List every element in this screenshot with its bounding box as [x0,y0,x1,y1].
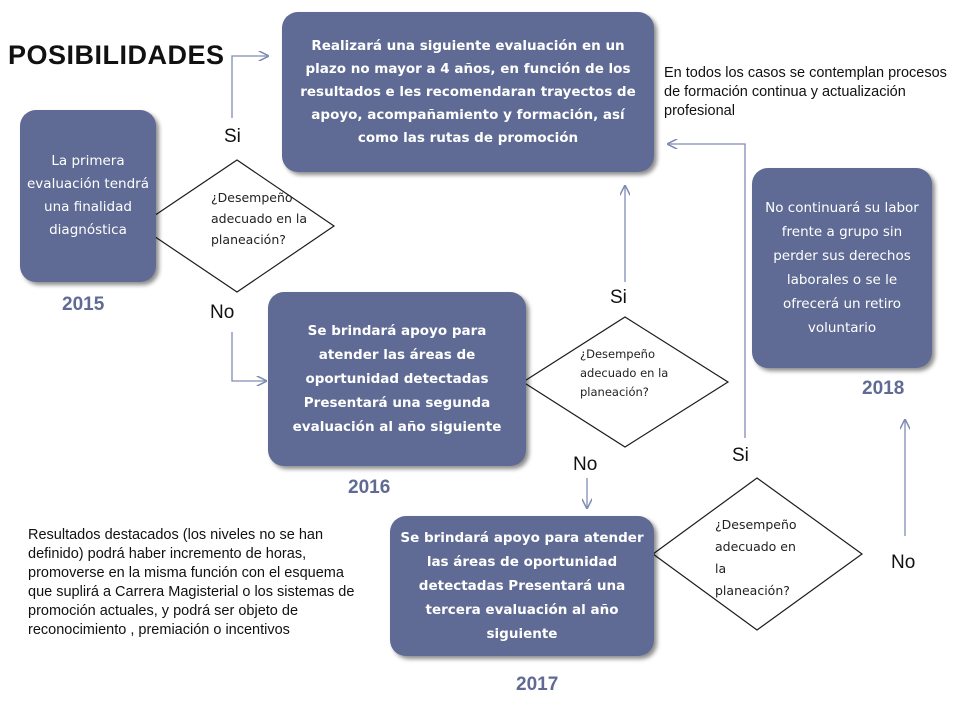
support-third-evaluation-box [390,516,654,656]
year-2016: 2016 [348,477,391,498]
support-second-evaluation-text: Se brindará apoyo para atender las áreas de oportunidad detectadas Presentará una segunda evaluación al año siguiente [292,323,502,435]
decision-text-2015: ¿Desempeño adecuado en la planeación? [211,190,308,247]
label-yes-2015: Si [224,126,241,147]
support-third-evaluation-text: Se brindará apoyo para atender las áreas de oportunidad detectadas Presentará una tercera evaluación al año siguiente [400,530,644,642]
continuous-training-note: En todos los casos se contemplan procesos de formación continua y actualización profesional [664,65,947,119]
label-no-2016: No [573,454,598,475]
decision-text-2016: ¿Desempeño adecuado en la planeación? [580,347,669,399]
next-evaluation-box [282,12,654,172]
initial-evaluation-box [20,110,156,282]
label-no-2015: No [210,302,235,323]
year-2018: 2018 [862,378,905,399]
arrow-2015-yes [232,56,268,118]
support-second-evaluation-box [268,292,526,466]
next-evaluation-text: Realizará una siguiente evaluación en un plazo no mayor a 4 años, en función de los resultados e les recomendaran trayectos de apoyo, acompañamiento y formación, así como las rutas de promoción [300,37,636,146]
removal-text: No continuará su labor frente a grupo sin perder sus derechos laborales o se le ofrecerá un retiro voluntario [765,200,919,336]
removal-box [752,168,932,368]
label-no-2017: No [891,552,916,573]
decision-text-2017: ¿Desempeño adecuado en la planeación? [715,517,797,598]
page-title: POSIBILIDADES [8,40,225,70]
arrow-2015-no [232,332,266,381]
label-yes-2017: Si [732,445,749,466]
year-2017: 2017 [516,674,559,695]
initial-evaluation-text: La primera evaluación tendrá una finalidad diagnóstica [27,153,149,238]
label-yes-2016: Si [610,287,627,308]
year-2015: 2015 [62,294,105,315]
outstanding-results-note: Resultados destacados (los niveles no se han definido) podrá haber incremento de horas, promoverse en la misma función con el esquema que suplirá a Carrera Magisterial o los sistemas de promoción actuales, y podrá ser objeto de reconocimiento , premiación o incentivos [28,527,355,638]
